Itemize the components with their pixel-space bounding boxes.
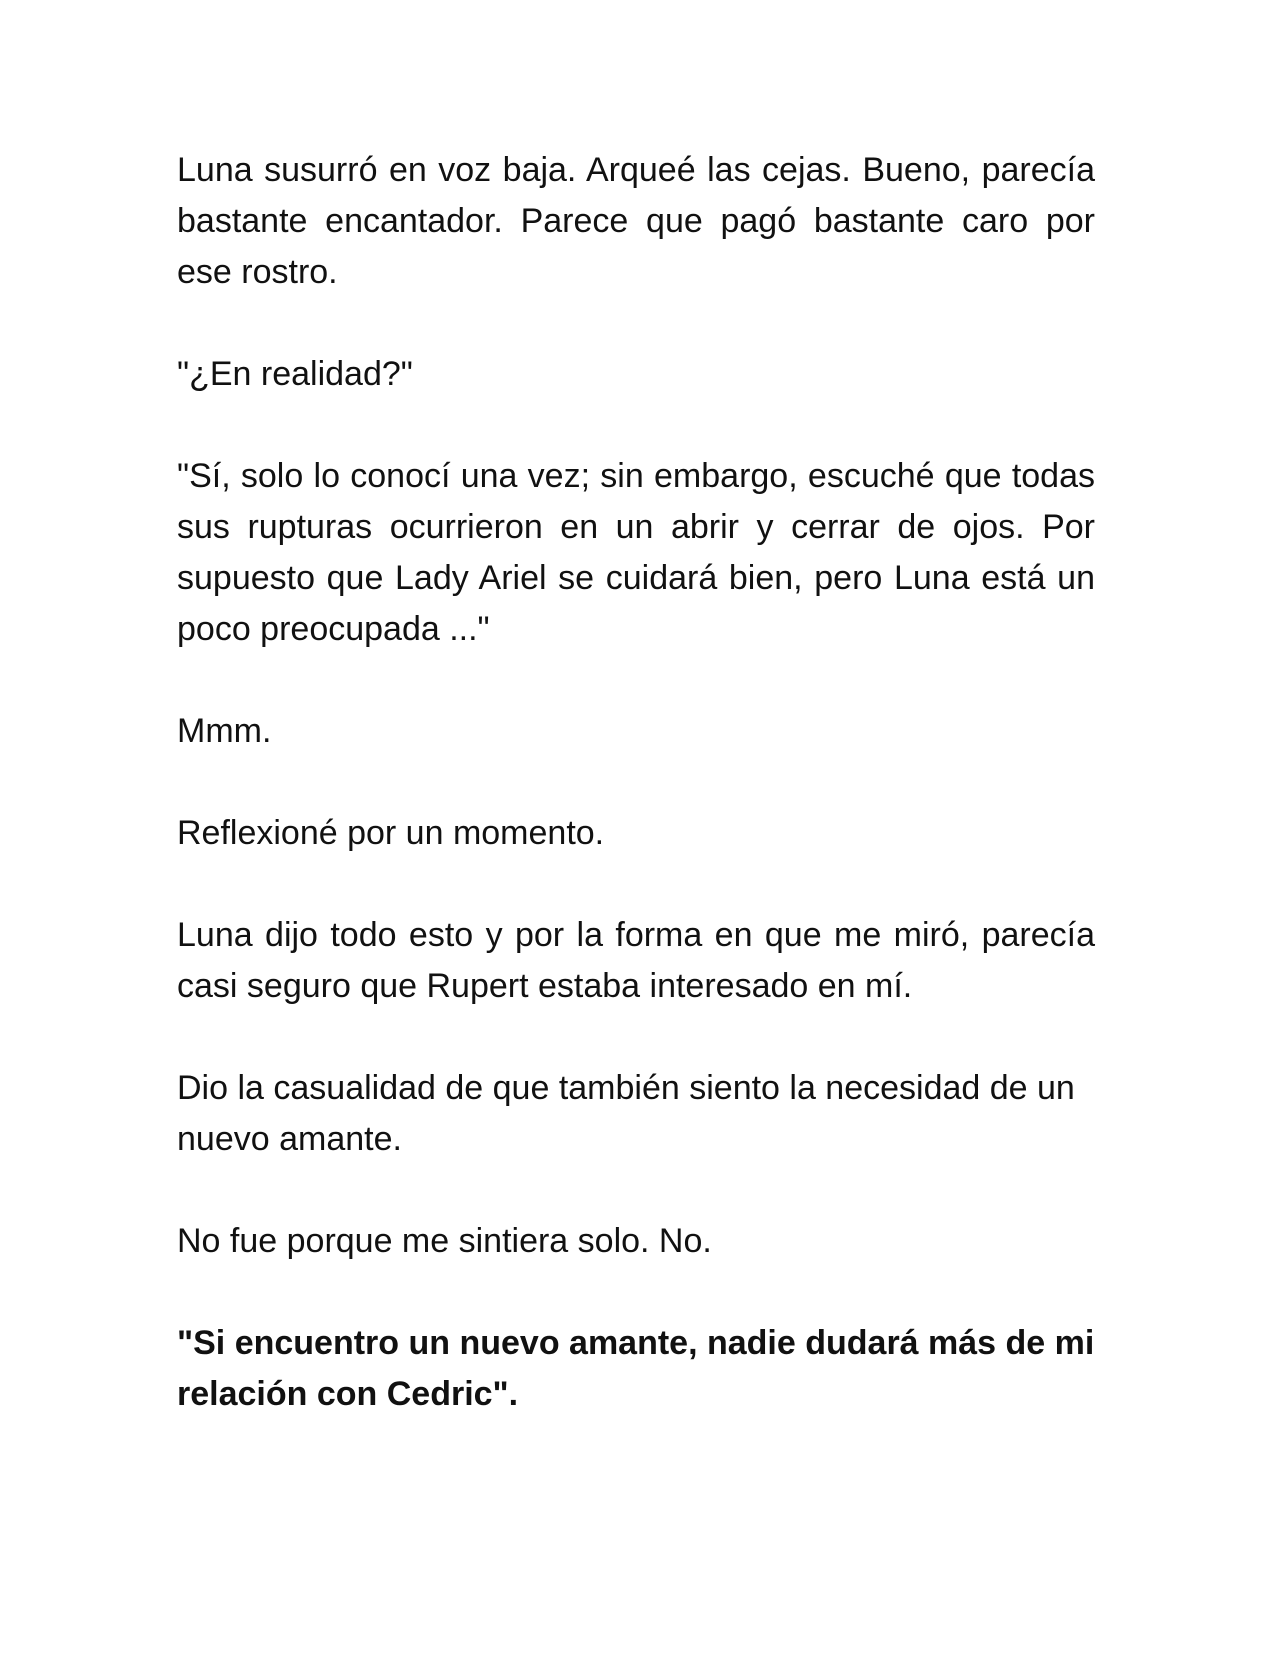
paragraph-not-lonely: No fue porque me sintiera solo. No.	[177, 1222, 712, 1260]
paragraph-breakups: "Sí, solo lo conocí una vez; sin embargo, escuché que todas sus rupturas ocurrieron en un abrir y cerrar de ojos. Por supuesto que Lady Ariel se cuidará bien, pero Luna está un poco preocupada ..."	[177, 457, 1095, 648]
paragraph-rupert-interest: Luna dijo todo esto y por la forma en que me miró, parecía casi seguro que Rupert estaba interesado en mí.	[177, 916, 1095, 1005]
document-page	[177, 145, 1095, 1471]
paragraph-really: "¿En realidad?"	[177, 355, 413, 393]
paragraph-cedric-quote: "Si encuentro un nuevo amante, nadie dudará más de mi relación con Cedric".	[177, 1324, 1095, 1413]
paragraph-mmm: Mmm.	[177, 712, 272, 750]
paragraph-new-lover-need: Dio la casualidad de que también siento la necesidad de un nuevo amante.	[177, 1069, 1075, 1158]
paragraph-reflect: Reflexioné por un momento.	[177, 814, 605, 852]
paragraph-luna-whisper: Luna susurró en voz baja. Arqueé las cejas. Bueno, parecía bastante encantador. Parece que pagó bastante caro por ese rostro.	[177, 151, 1095, 291]
